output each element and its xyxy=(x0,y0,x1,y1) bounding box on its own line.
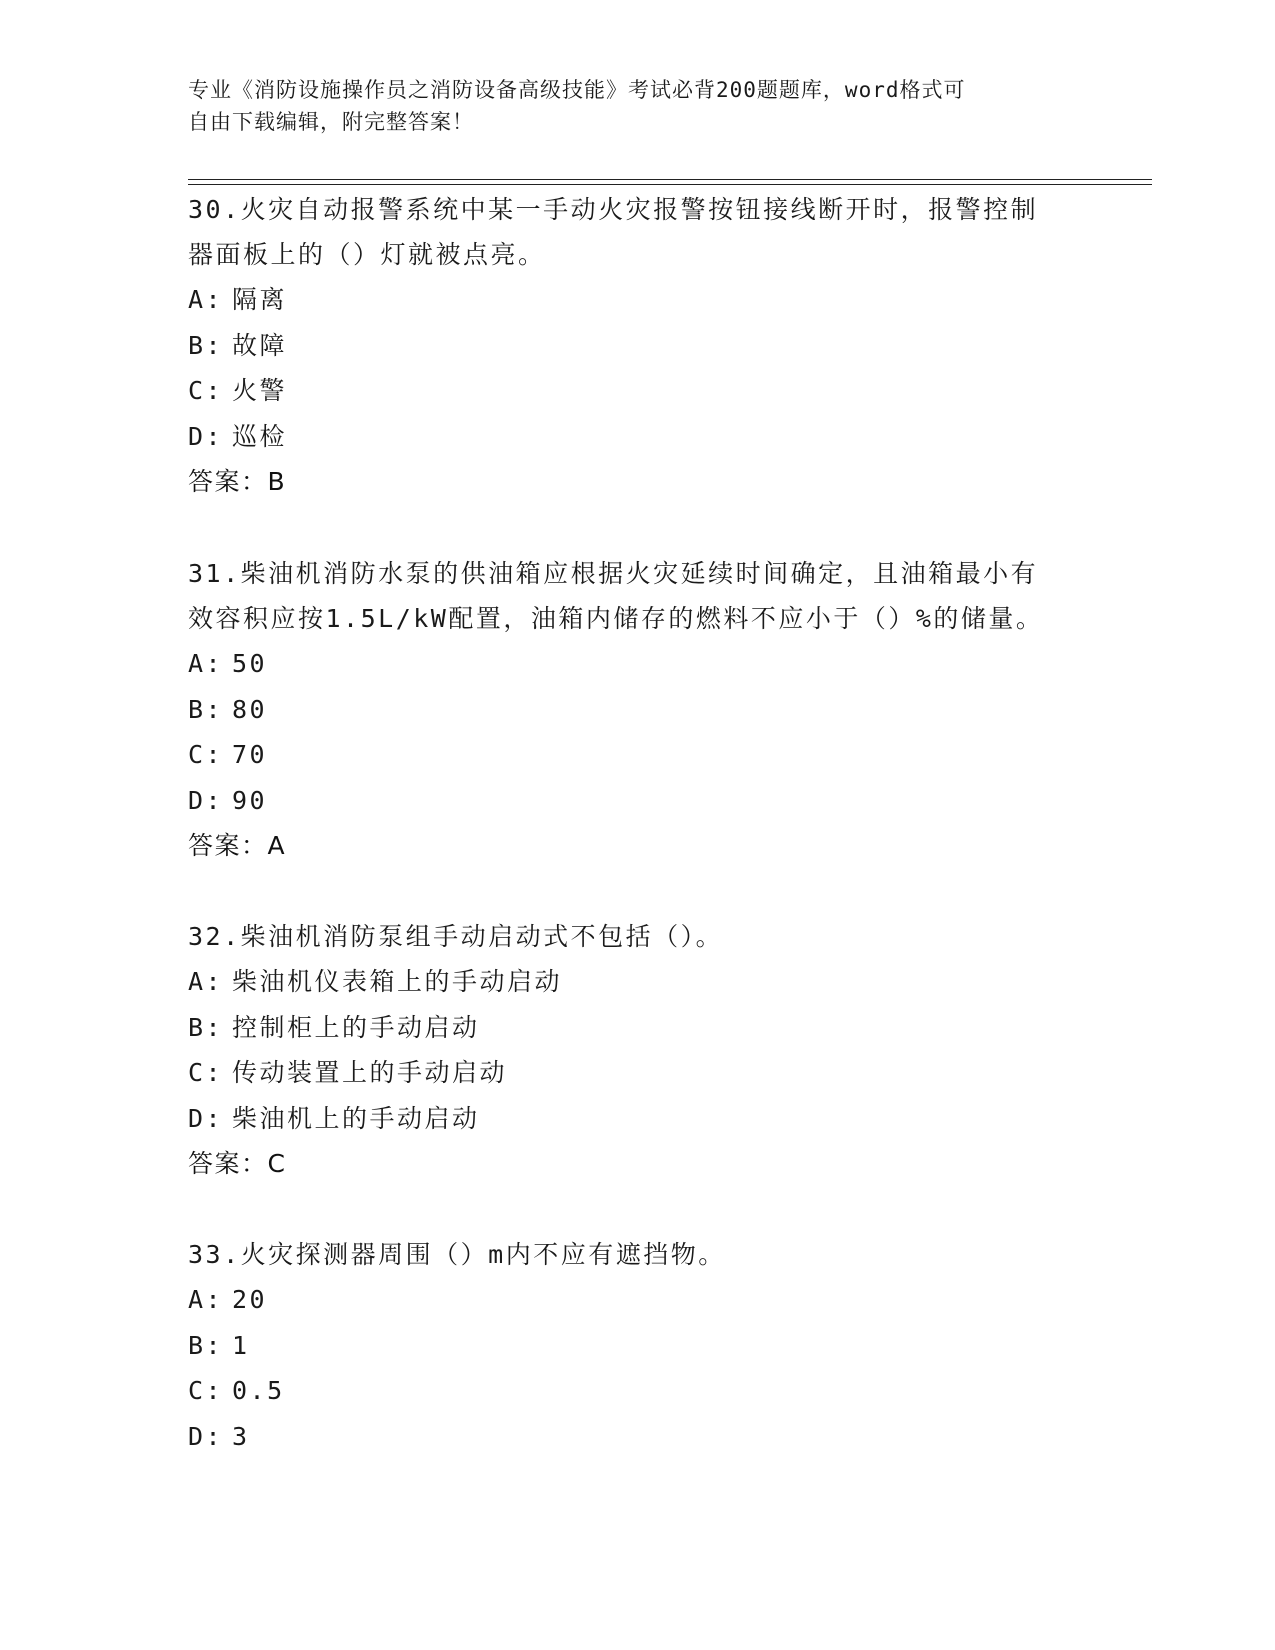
option-text: 巡检 xyxy=(232,421,288,451)
option-key: C: xyxy=(188,740,224,769)
option-c xyxy=(188,368,1088,414)
option-c xyxy=(188,732,1088,778)
option-a xyxy=(188,277,1088,323)
option-key: A: xyxy=(188,285,224,314)
option-text: 隔离 xyxy=(232,285,288,314)
stem-line: 31.柴油机消防水泵的供油箱应根据火灾延续时间确定，且油箱最小有 xyxy=(188,559,1039,588)
header-divider-bottom xyxy=(188,184,1152,185)
option-a xyxy=(188,641,1088,687)
option-d xyxy=(188,778,1088,824)
option-a xyxy=(188,1277,1088,1323)
option-text: 故障 xyxy=(232,330,288,360)
answer-label: 答案：C xyxy=(188,1149,287,1178)
stem-line: 效容积应按1.5L/kW配置，油箱内储存的燃料不应小于（）%的储量。 xyxy=(188,604,1044,633)
option-b xyxy=(188,1005,1088,1051)
option-key: A: xyxy=(188,1285,224,1314)
option-key: A: xyxy=(188,967,224,996)
option-text: 1 xyxy=(232,1330,250,1360)
option-key: C: xyxy=(188,1376,224,1405)
option-key: B: xyxy=(188,694,224,724)
stem-line: 器面板上的（）灯就被点亮。 xyxy=(188,240,546,269)
answer-label: 答案：B xyxy=(188,467,287,496)
question-33 xyxy=(188,1232,1088,1459)
question-stem xyxy=(188,1232,1088,1277)
question-32 xyxy=(188,914,1088,1187)
option-text: 3 xyxy=(232,1421,250,1451)
stem-line: 33.火灾探测器周围（）m内不应有遮挡物。 xyxy=(188,1240,726,1269)
option-text: 传动装置上的手动启动 xyxy=(232,1058,508,1087)
document-header xyxy=(188,74,1068,138)
option-c xyxy=(188,1050,1088,1096)
option-text: 50 xyxy=(232,649,268,678)
option-text: 70 xyxy=(232,740,268,769)
option-text: 20 xyxy=(232,1285,268,1314)
option-key: C: xyxy=(188,1058,224,1087)
option-key: C: xyxy=(188,376,224,405)
stem-line: 32.柴油机消防泵组手动启动式不包括（）。 xyxy=(188,922,724,951)
option-text: 火警 xyxy=(232,376,288,405)
option-a xyxy=(188,959,1088,1005)
stem-line: 30.火灾自动报警系统中某一手动火灾报警按钮接线断开时，报警控制 xyxy=(188,195,1039,224)
option-key: D: xyxy=(188,1421,224,1451)
option-d xyxy=(188,1096,1088,1142)
option-key: D: xyxy=(188,785,224,815)
question-31 xyxy=(188,551,1088,869)
option-key: D: xyxy=(188,421,224,451)
question-30 xyxy=(188,187,1088,505)
header-line-1: 专业《消防设施操作员之消防设备高级技能》考试必背200题题库，word格式可 xyxy=(188,78,966,102)
option-key: D: xyxy=(188,1103,224,1133)
option-key: B: xyxy=(188,1012,224,1042)
option-key: B: xyxy=(188,1330,224,1360)
option-key: A: xyxy=(188,649,224,678)
question-stem xyxy=(188,187,1088,277)
option-text: 柴油机仪表箱上的手动启动 xyxy=(232,967,563,996)
header-line-2: 自由下载编辑，附完整答案！ xyxy=(188,110,474,134)
option-text: 80 xyxy=(232,694,268,724)
answer-label: 答案：A xyxy=(188,831,287,860)
option-b xyxy=(188,1323,1088,1369)
question-stem xyxy=(188,914,1088,959)
option-d xyxy=(188,414,1088,460)
option-text: 0.5 xyxy=(232,1376,285,1405)
option-d xyxy=(188,1414,1088,1460)
header-divider-top xyxy=(188,179,1152,180)
option-b xyxy=(188,323,1088,369)
question-stem xyxy=(188,551,1088,641)
option-text: 90 xyxy=(232,785,268,815)
option-text: 柴油机上的手动启动 xyxy=(232,1103,480,1133)
option-c xyxy=(188,1368,1088,1414)
option-b xyxy=(188,687,1088,733)
option-key: B: xyxy=(188,330,224,360)
option-text: 控制柜上的手动启动 xyxy=(232,1012,480,1042)
